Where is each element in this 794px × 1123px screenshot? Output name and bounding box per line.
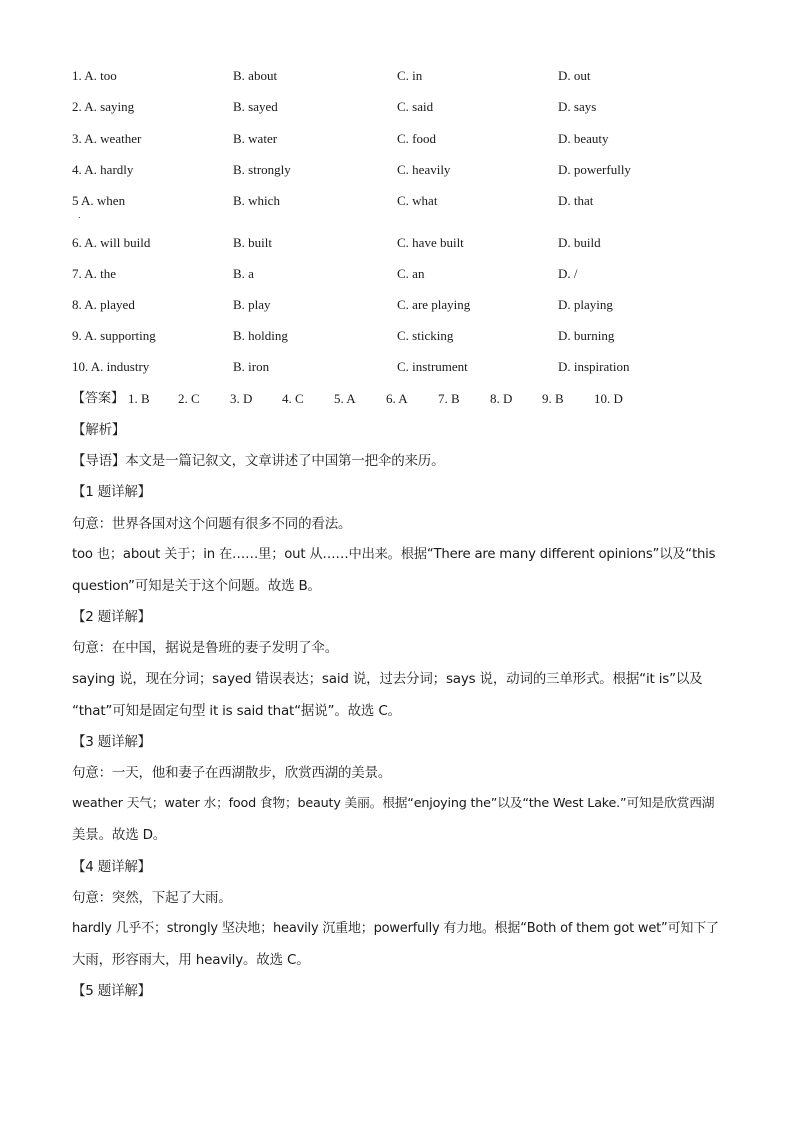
option-a: 2. A. saying: [72, 99, 135, 114]
option-a: 1. A. too: [72, 68, 117, 83]
q1-meaning: 句意：世界各国对这个问题有很多不同的看法。: [72, 516, 352, 532]
option-a: 6. A. will build: [72, 235, 151, 250]
option-b: B. play: [233, 297, 271, 312]
option-d: D. says: [558, 99, 597, 114]
q2-explain: “that”可知是固定句型 it is said that“据说”。故选 C。: [72, 703, 401, 719]
option-c: C. are playing: [397, 297, 471, 312]
q3-explain: weather 天气；water 水；food 食物；beauty 美丽。根据“enjoying the”以及“the West Lake.”可知是欣赏西湖: [72, 796, 715, 811]
option-d: D. that: [558, 193, 594, 208]
answer-item: 2. C: [178, 391, 200, 406]
answer-item: 4. C: [282, 391, 304, 406]
option-d: D. build: [558, 235, 601, 250]
answer-item: 10. D: [594, 391, 623, 406]
option-c: C. said: [397, 99, 434, 114]
option-b: B. sayed: [233, 99, 278, 114]
option-b: B. about: [233, 68, 278, 83]
q4-meaning: 句意：突然，下起了大雨。: [72, 890, 232, 906]
answer-item: 3. D: [230, 391, 253, 406]
option-d: D. out: [558, 68, 591, 83]
intro-text: 【导语】本文是一篇记叙文，文章讲述了中国第一把伞的来历。: [72, 453, 445, 469]
option-c: C. food: [397, 131, 436, 146]
option-d: D. /: [558, 266, 578, 281]
q4-explain: 大雨，形容雨大，用 heavily。故选 C。: [72, 952, 310, 968]
option-b: B. water: [233, 131, 278, 146]
option-c: C. heavily: [397, 162, 451, 177]
option-c: C. sticking: [397, 328, 454, 343]
option-a: 7. A. the: [72, 266, 117, 281]
option-a: 9. A. supporting: [72, 328, 156, 343]
option-b: B. holding: [233, 328, 288, 343]
option-d: D. powerfully: [558, 162, 631, 177]
option-c: C. in: [397, 68, 423, 83]
option-a: 10. A. industry: [72, 359, 150, 374]
q3-meaning: 句意：一天，他和妻子在西湖散步，欣赏西湖的美景。: [72, 765, 392, 781]
option-b: B. a: [233, 266, 254, 281]
q4-explain: hardly 几乎不；strongly 坚决地；heavily 沉重地；powerfully 有力地。根据“Both of them got wet”可知下了: [72, 921, 719, 936]
q1-heading: 【1 题详解】: [72, 484, 151, 500]
q1-explain: too 也；about 关于；in 在……里；out 从……中出来。根据“There are many different opinions”以及“this: [72, 547, 716, 562]
option-a: 3. A. weather: [72, 131, 142, 146]
answer-item: 6. A: [386, 391, 408, 406]
answer-label: 【答案】: [72, 391, 125, 406]
q4-heading: 【4 题详解】: [72, 859, 151, 875]
answer-item: 9. B: [542, 391, 564, 406]
option-a: 5 A. when: [72, 193, 126, 208]
answer-item: 8. D: [490, 391, 513, 406]
q1-explain: question”可知是关于这个问题。故选 B。: [72, 578, 321, 594]
answer-item: 7. B: [438, 391, 460, 406]
option-b: B. strongly: [233, 162, 291, 177]
option-d: D. burning: [558, 328, 615, 343]
answer-item: 1. B: [128, 391, 150, 406]
answer-item: 5. A: [334, 391, 356, 406]
option-b: B. iron: [233, 359, 270, 374]
analysis-heading: 【解析】: [72, 422, 126, 438]
option-d: D. beauty: [558, 131, 609, 146]
q5-heading: 【5 题详解】: [72, 983, 151, 999]
stray-dot-mark: .: [78, 211, 81, 220]
q3-explain: 美景。故选 D。: [72, 827, 167, 843]
option-c: C. what: [397, 193, 438, 208]
q3-heading: 【3 题详解】: [72, 734, 151, 750]
option-c: C. instrument: [397, 359, 468, 374]
q2-heading: 【2 题详解】: [72, 609, 151, 625]
option-a: 8. A. played: [72, 297, 135, 312]
q2-explain: saying 说，现在分词；sayed 错误表达；said 说，过去分词；says 说，动词的三单形式。根据“it is”以及: [72, 671, 703, 687]
option-c: C. have built: [397, 235, 464, 250]
option-a: 4. A. hardly: [72, 162, 134, 177]
q2-meaning: 句意：在中国，据说是鲁班的妻子发明了伞。: [72, 640, 338, 656]
option-b: B. built: [233, 235, 273, 250]
option-b: B. which: [233, 193, 280, 208]
option-d: D. inspiration: [558, 359, 630, 374]
option-d: D. playing: [558, 297, 613, 312]
option-c: C. an: [397, 266, 425, 281]
